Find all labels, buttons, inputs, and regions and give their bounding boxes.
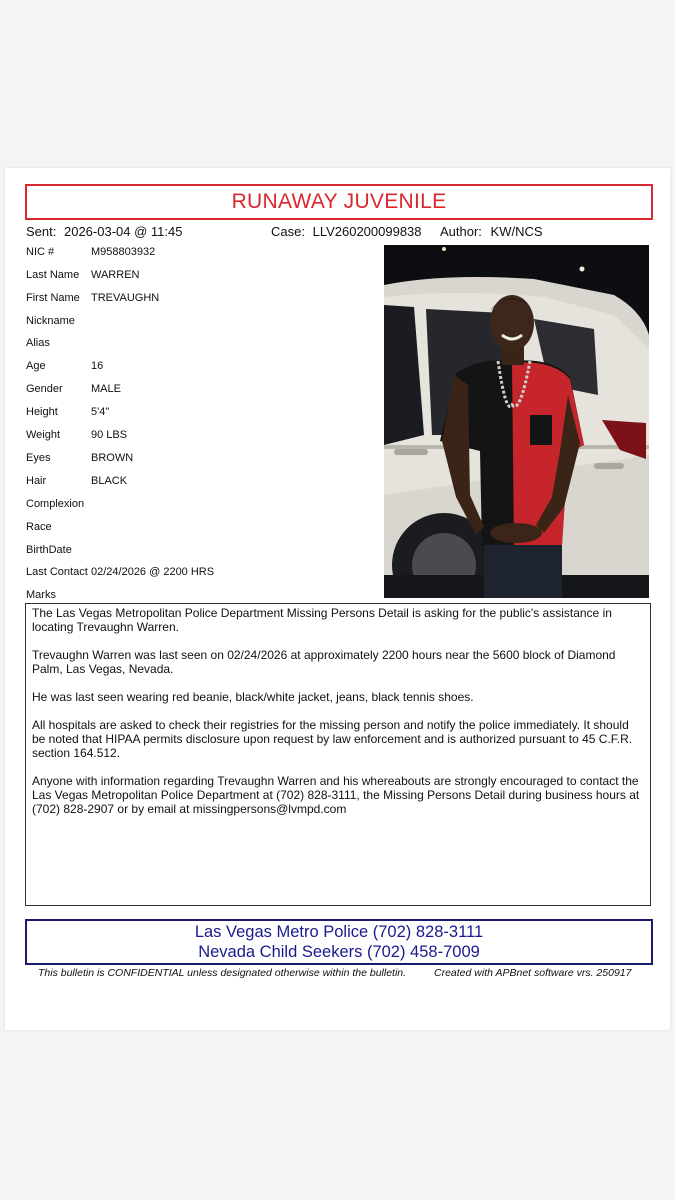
narrative-paragraph: All hospitals are asked to check their registries for the missing person and notify the police immediately. It should be noted that HIPAA permits disclosure upon request by law enforcement and is authorized pursuant to 45 C.F.R. section 164.512. (32, 718, 633, 760)
field-label-hair: Hair (26, 475, 47, 487)
contact-line-child-seekers: Nevada Child Seekers (702) 458-7009 (198, 943, 480, 961)
subject-photo-illustration (384, 245, 649, 598)
author-row (440, 224, 543, 239)
field-label-last-contact: Last Contact (26, 566, 88, 578)
field-value-first-name: TREVAUGHN (91, 292, 160, 304)
narrative-paragraph: He was last seen wearing red beanie, black/white jacket, jeans, black tennis shoes. (32, 690, 474, 704)
author-value: KW/NCS (490, 224, 543, 239)
narrative-paragraph: Trevaughn Warren was last seen on 02/24/2026 at approximately 2200 hours near the 5600 block of Diamond Palm, Las Vegas, Nevada. (32, 648, 616, 676)
bulletin-sheet (5, 168, 670, 1030)
bulletin-title-box (25, 184, 653, 220)
field-label-alias: Alias (26, 337, 50, 349)
contact-line-lvmpd: Las Vegas Metro Police (702) 828-3111 (194, 923, 484, 941)
footer (38, 967, 648, 979)
field-label-gender: Gender (26, 383, 63, 395)
sent-value: 2026-03-04 @ 11:45 (63, 224, 183, 239)
field-label-last-name: Last Name (26, 269, 80, 281)
field-label-marks: Marks (26, 589, 56, 601)
narrative-paragraph: The Las Vegas Metropolitan Police Department Missing Persons Detail is asking for the public's assistance in locating Trevaughn Warren. (32, 606, 612, 634)
field-label-complexion: Complexion (26, 498, 85, 510)
sent-row (26, 224, 182, 239)
field-value-height: 5'4" (91, 406, 110, 418)
field-label-eyes: Eyes (26, 452, 51, 464)
field-value-last-name: WARREN (91, 269, 140, 281)
bulletin-title: RUNAWAY JUVENILE (231, 190, 447, 213)
field-label-age: Age (26, 360, 46, 372)
field-label-height: Height (26, 406, 58, 418)
case-value: LLV260200099838 (312, 224, 422, 239)
field-label-nickname: Nickname (26, 315, 75, 327)
field-value-hair: BLACK (91, 475, 128, 487)
field-label-nic: NIC # (26, 246, 55, 258)
field-value-nic: M958803932 (91, 246, 156, 258)
footer-software: Created with APBnet software vrs. 250917 (434, 967, 632, 979)
field-value-weight: 90 LBS (91, 429, 128, 441)
author-label: Author: (440, 224, 482, 239)
sent-label: Sent: (26, 224, 57, 239)
field-value-age: 16 (91, 360, 104, 372)
footer-confidential: This bulletin is CONFIDENTIAL unless designated otherwise within the bulletin. (38, 967, 407, 979)
field-value-last-contact: 02/24/2026 @ 2200 HRS (91, 566, 215, 578)
narrative-paragraph: Anyone with information regarding Trevaughn Warren and his whereabouts are strongly encouraged to contact the Las Vegas Metropolitan Police Department at (702) 828-3111, the Missing Persons Detail during business hours at (702) 828-2907 or by email at missingpersons@lvmpd.com (32, 774, 640, 816)
field-label-birthdate: BirthDate (26, 544, 72, 556)
narrative-box (25, 603, 651, 906)
case-label: Case: (271, 224, 305, 239)
field-label-race: Race (26, 521, 52, 533)
contact-box (25, 919, 653, 965)
case-row (271, 224, 422, 239)
field-value-eyes: BROWN (91, 452, 134, 464)
subject-photo (384, 245, 649, 598)
field-label-first-name: First Name (26, 292, 80, 304)
field-label-weight: Weight (26, 429, 61, 441)
field-value-gender: MALE (91, 383, 121, 395)
